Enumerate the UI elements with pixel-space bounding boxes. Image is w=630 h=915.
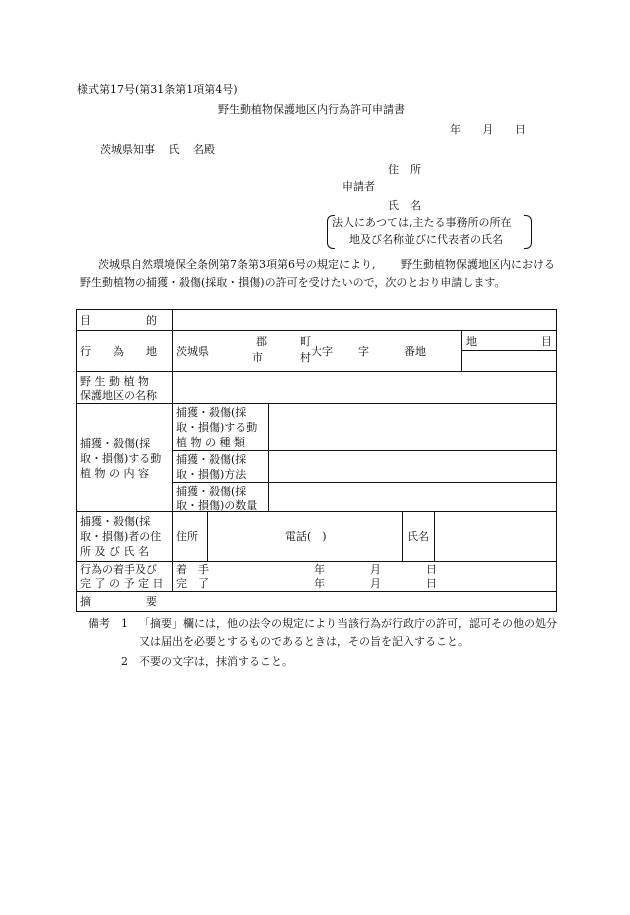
location-aza: 字	[358, 345, 369, 358]
quantity-label-2: 取・損傷)の数量	[176, 499, 258, 512]
document-title: 野生動植物保護地区内行為許可申請書	[218, 103, 405, 116]
location-gun: 郡	[256, 335, 267, 348]
location-label: 行 為 地	[80, 345, 157, 358]
remark-1-text: 「摘要」欄には，他の法令の規定により当該行為が行政庁の許可，認可その他の処分又は届出を必要とするものであるときは，その旨を記入すること。	[139, 617, 557, 648]
start-year: 年	[314, 563, 325, 576]
corporation-note-line-1: 法人にあつては,主たる事務所の所在	[332, 216, 512, 229]
content-label-1: 捕獲・殺傷(採	[80, 437, 151, 450]
location-prefecture: 茨城県	[176, 345, 209, 358]
start-label: 着 手	[176, 563, 209, 576]
area-name-label-1: 野 生 動 植 物	[80, 375, 149, 388]
purpose-label: 目 的	[80, 314, 157, 327]
area-name-field[interactable]	[172, 372, 556, 403]
purpose-field[interactable]	[172, 310, 556, 330]
content-label-3: 植 物 の 内 容	[80, 467, 149, 480]
person-address-label: 住所	[176, 530, 198, 543]
end-day: 日	[426, 577, 437, 590]
end-month: 月	[370, 577, 381, 590]
method-label-1: 捕獲・殺傷(採	[176, 453, 247, 466]
content-label-2: 取・損傷)する動	[80, 452, 162, 465]
intro-paragraph: 茨城県自然環境保全条例第7条第3項第6号の規定により, 野生動植物保護地区内における野生動植物の捕獲・殺傷(採取・損傷)の許可を受けたいので，次のとおり申請します。	[80, 258, 555, 289]
species-label-3: 植 物 の 種 類	[176, 436, 245, 449]
location-mura: 村	[300, 351, 311, 364]
corporation-note-line-2: 地及び名称並びに代表者の氏名	[349, 233, 503, 246]
person-label-3: 所 及 び 氏 名	[80, 545, 149, 558]
summary-label: 摘 要	[80, 595, 157, 608]
person-name-label: 氏名	[407, 530, 429, 543]
land-category-moku: 目	[541, 335, 552, 348]
addressee-suffix: 名殿	[193, 143, 215, 156]
applicant-address-label: 住 所	[388, 163, 421, 176]
person-phone-label: 電話( )	[285, 530, 327, 543]
quantity-field[interactable]	[269, 483, 556, 511]
location-banchi: 番地	[404, 345, 426, 358]
end-year: 年	[314, 577, 325, 590]
species-label-2: 取・損傷)する動	[176, 421, 258, 434]
schedule-label-2: 完 了 の 予 定 日	[80, 577, 164, 590]
end-label: 完 了	[176, 577, 209, 590]
start-day: 日	[426, 563, 437, 576]
schedule-label-1: 行為の着手及び	[80, 563, 157, 576]
location-shi: 市	[252, 351, 263, 364]
applicant-role-label: 申請者	[342, 180, 375, 193]
start-month: 月	[370, 563, 381, 576]
method-label-2: 取・損傷)方法	[176, 468, 247, 481]
person-label-2: 取・損傷)者の住	[80, 530, 162, 543]
land-category-chi: 地	[466, 335, 477, 348]
area-name-label-2: 保護地区の名称	[80, 389, 157, 402]
species-field[interactable]	[269, 404, 556, 450]
date-year-label: 年	[450, 123, 461, 136]
remark-2-text: 不要の文字は，抹消すること。	[139, 655, 293, 668]
summary-field[interactable]	[172, 592, 556, 611]
addressee-shi: 氏	[168, 143, 180, 156]
addressee-prefix: 茨城県知事	[100, 143, 155, 156]
method-field[interactable]	[269, 451, 556, 482]
species-label-1: 捕獲・殺傷(採	[176, 406, 247, 419]
person-label-1: 捕獲・殺傷(採	[80, 515, 151, 528]
remark-2-number: 2	[121, 655, 128, 668]
date-month-label: 月	[482, 123, 494, 136]
remark-1-number: 1	[121, 617, 128, 630]
location-oaza: 大字	[311, 345, 333, 358]
location-machi: 町	[300, 335, 311, 348]
form-number: 様式第17号(第31条第1項第4号)	[77, 83, 238, 96]
date-day-label: 日	[515, 123, 526, 136]
applicant-name-label: 氏 名	[388, 199, 421, 212]
quantity-label-1: 捕獲・殺傷(採	[176, 485, 247, 498]
remarks-heading: 備考	[88, 617, 110, 630]
